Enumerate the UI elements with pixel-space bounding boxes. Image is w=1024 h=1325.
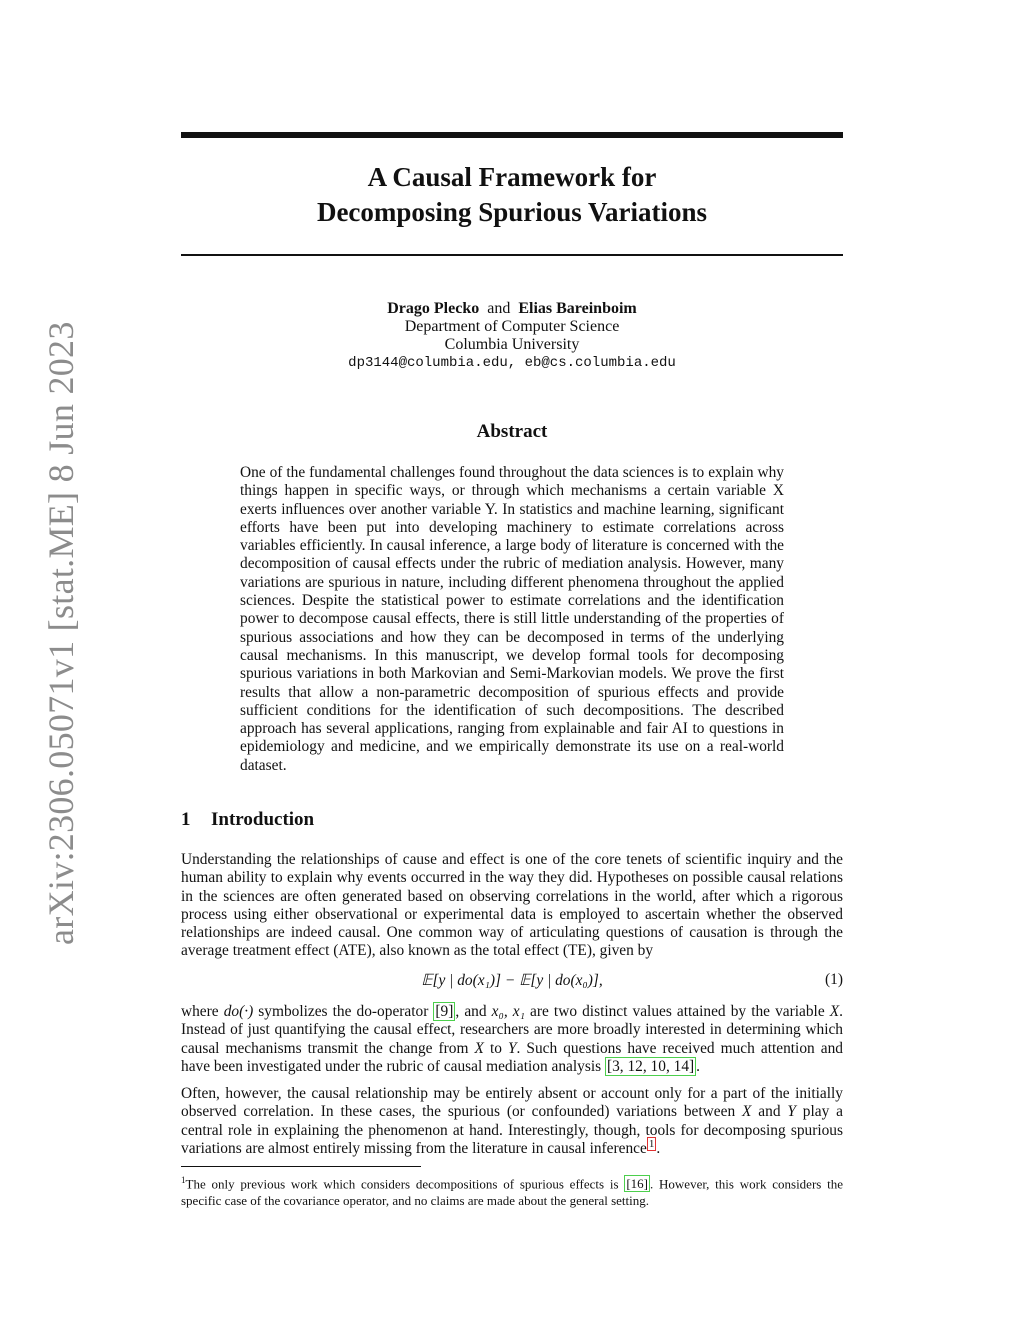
intro-paragraph-3: Often, however, the causal relationship may be entirely absent or account only for a part of the initially observed correlation. In these cases, the spurious (or confounded) variations between X and Y play a central role in explaining the phenomenon at hand. Interestingly, though, tools for decomposing spurious variations are almost entirely missing from the literature in causal inference $^1$ . bbox=[181, 1085, 843, 1157]
author-emails[interactable]: dp3144@columbia.edu, eb@cs.columbia.edu bbox=[348, 355, 676, 371]
author-department: Department of Computer Science bbox=[404, 318, 620, 335]
intro-paragraph-2: where do(·) symbolizes the do-operator [9] , and x₀, x₁ are two distinct values attained by the variable X. Instead of just quantifying the causal effect, researchers are more broadly interested in determining which causal mechanisms transmit the change from X to Y. Such questions have received much attention and have been investigated under the rubric of causal mediation analysis [3, 12, 10, 14] . bbox=[181, 1003, 844, 1075]
citation-link[interactable]: [9] bbox=[435, 1003, 454, 1020]
citation-link[interactable]: [16] bbox=[626, 1176, 648, 1192]
title-line-2: Decomposing Spurious Variations bbox=[316, 197, 708, 227]
citation-group-link[interactable]: [3, 12, 10, 14] bbox=[606, 1057, 695, 1075]
equation-1 bbox=[181, 971, 843, 991]
author-2: Elias Bareinboim bbox=[518, 300, 637, 317]
author-conjunction: and bbox=[487, 300, 511, 317]
footnote-rule bbox=[181, 1166, 421, 1167]
footnote-mark: 1 bbox=[181, 1175, 186, 1185]
title-line-1: A Causal Framework for bbox=[367, 162, 657, 192]
footnote-ref-link[interactable]: 1 bbox=[648, 1137, 655, 1150]
abstract-text: One of the fundamental challenges found throughout the data sciences is to explain why things happen in specific ways, or through which mechanisms a certain variable X exerts influences over another variable Y. In statistics and machine learning, significant efforts have been put into developing machinery to estimate correlations across variables efficiently. In causal inference, a large body of literature is concerned with the decomposition of causal effects under the rubric of mediation analysis. However, many variations are spurious in nature, including different phenomena throughout the applied sciences. Despite the statistical power to estimate correlations and the identification power to decompose causal effects, there is still little understanding of the properties of spurious associations and how they can be decomposed in terms of the underlying causal mechanisms. In this manuscript, we develop formal tools for decomposing spurious variations in both Markovian and Semi-Markovian models. We prove the first results that allow a non-parametric decomposition of spurious effects and provide sufficient conditions for the identification of such decompositions. The described approach has several applications, ranging from explainable and fair AI to questions in epidemiology and medicine, and we empirically demonstrate its use on a real-world dataset. bbox=[240, 464, 784, 774]
section-number: 1 bbox=[181, 809, 191, 830]
intro-paragraph-1: Understanding the relationships of cause and effect is one of the core tenets of scientific inquiry and the human ability to explain why events occurred in the way they did. Hypotheses on possible causal relations in the sciences are often generated based on observing correlations in the world, after which a rigorous process using either observational or experimental data is employed to ascertain whether the observed relationships are indeed causal. One common way of articulating questions of causation is through the average treatment effect (ATE), also known as the total effect (TE), given by bbox=[181, 851, 843, 960]
arxiv-watermark: arXiv:2306.05071v1 [stat.ME] 8 Jun 2023 bbox=[41, 321, 81, 945]
footnote-1: $^1$The only previous work which considers decompositions of spurious effects is [16] . However, this work considers the specific case of the covariance operator, and no claims are made about the general setting. bbox=[181, 1175, 844, 1208]
title-bottom-rule bbox=[181, 254, 843, 256]
equation-expression: 𝔼[y | do(x₁)] − 𝔼[y | do(x₀)], bbox=[421, 972, 603, 989]
paper-title bbox=[181, 160, 843, 230]
equation-number: (1) bbox=[825, 971, 843, 988]
section-title: Introduction bbox=[211, 809, 315, 830]
author-block bbox=[181, 300, 843, 372]
title-top-rule bbox=[181, 132, 843, 138]
author-university: Columbia University bbox=[444, 336, 580, 353]
author-1: Drago Plecko bbox=[387, 300, 480, 317]
abstract-heading: Abstract bbox=[476, 421, 548, 442]
section-heading bbox=[181, 809, 314, 831]
author-names bbox=[181, 300, 843, 318]
